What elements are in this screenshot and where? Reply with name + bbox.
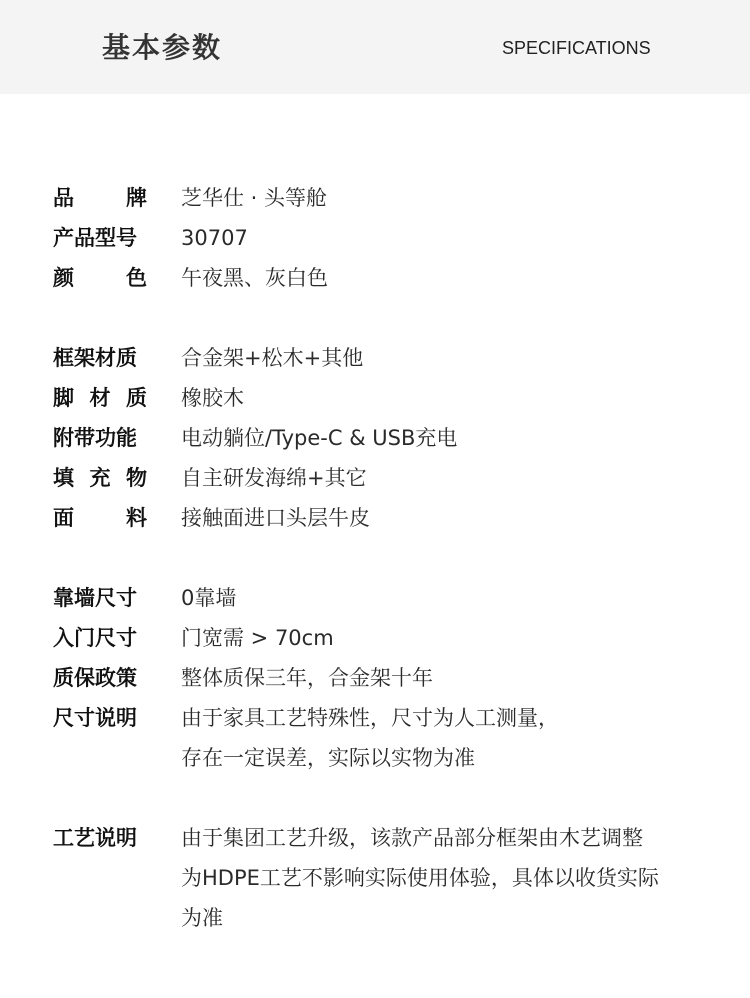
spec-value-line: 存在一定误差，实际以实物为准 bbox=[181, 746, 475, 770]
spec-value-line: 由于集团工艺升级，该款产品部分框架由木艺调整 bbox=[181, 826, 643, 850]
spec-value-craft-note bbox=[181, 818, 729, 938]
spec-value-line: 由于家具工艺特殊性，尺寸为人工测量， bbox=[181, 706, 559, 730]
spec-label-leg-material bbox=[53, 378, 147, 418]
spec-label-wall-clearance: 靠墙尺寸 bbox=[53, 586, 137, 610]
spec-label-char: 质 bbox=[126, 386, 147, 410]
spec-value-size-note bbox=[181, 698, 729, 778]
spec-label-fabric bbox=[53, 498, 147, 538]
spec-label-char: 料 bbox=[126, 506, 147, 530]
spec-label-char: 物 bbox=[126, 466, 147, 490]
spec-label-char: 脚 bbox=[53, 386, 74, 410]
spec-label-warranty: 质保政策 bbox=[53, 666, 137, 690]
spec-value-brand: 芝华仕 · 头等舱 bbox=[181, 186, 328, 210]
section-title: 基本参数 bbox=[102, 31, 223, 64]
spec-value-leg-material: 橡胶木 bbox=[181, 386, 244, 410]
section-subtitle: SPECIFICATIONS bbox=[502, 38, 651, 58]
spec-label-brand bbox=[53, 178, 147, 218]
spec-label-char: 材 bbox=[89, 386, 111, 410]
spec-label-craft-note: 工艺说明 bbox=[53, 826, 137, 850]
spec-label-color bbox=[53, 258, 147, 298]
spec-value-color: 午夜黑、灰白色 bbox=[181, 266, 328, 290]
spec-label-char: 颜 bbox=[53, 266, 74, 290]
spec-value-warranty: 整体质保三年，合金架十年 bbox=[181, 666, 433, 690]
spec-value-door-size: 门宽需 > 70cm bbox=[181, 626, 334, 650]
spec-label-features: 附带功能 bbox=[53, 426, 137, 450]
spec-label-char: 填 bbox=[53, 466, 74, 490]
spec-value-line: 为HDPE工艺不影响实际使用体验，具体以收货实际 bbox=[181, 866, 659, 890]
header-bar bbox=[0, 0, 750, 94]
spec-value-fabric: 接触面进口头层牛皮 bbox=[181, 506, 370, 530]
spec-label-model: 产品型号 bbox=[53, 226, 137, 250]
spec-label-char: 面 bbox=[53, 506, 74, 530]
spec-label-char: 牌 bbox=[126, 186, 147, 210]
spec-label-filling bbox=[53, 458, 147, 498]
spec-value-features: 电动躺位/Type-C & USB充电 bbox=[181, 426, 458, 450]
spec-value-wall-clearance: 0靠墙 bbox=[181, 586, 237, 610]
spec-label-char: 充 bbox=[89, 466, 111, 490]
spec-value-filling: 自主研发海绵+其它 bbox=[181, 466, 367, 490]
spec-label-door-size: 入门尺寸 bbox=[53, 626, 137, 650]
spec-value-line: 为准 bbox=[181, 906, 223, 930]
spec-value-frame-material: 合金架+松木+其他 bbox=[181, 346, 364, 370]
spec-label-frame-material: 框架材质 bbox=[53, 346, 137, 370]
spec-label-char: 色 bbox=[126, 266, 147, 290]
spec-label-char: 品 bbox=[53, 186, 74, 210]
spec-value-model: 30707 bbox=[181, 226, 248, 250]
spec-label-size-note: 尺寸说明 bbox=[53, 706, 137, 730]
